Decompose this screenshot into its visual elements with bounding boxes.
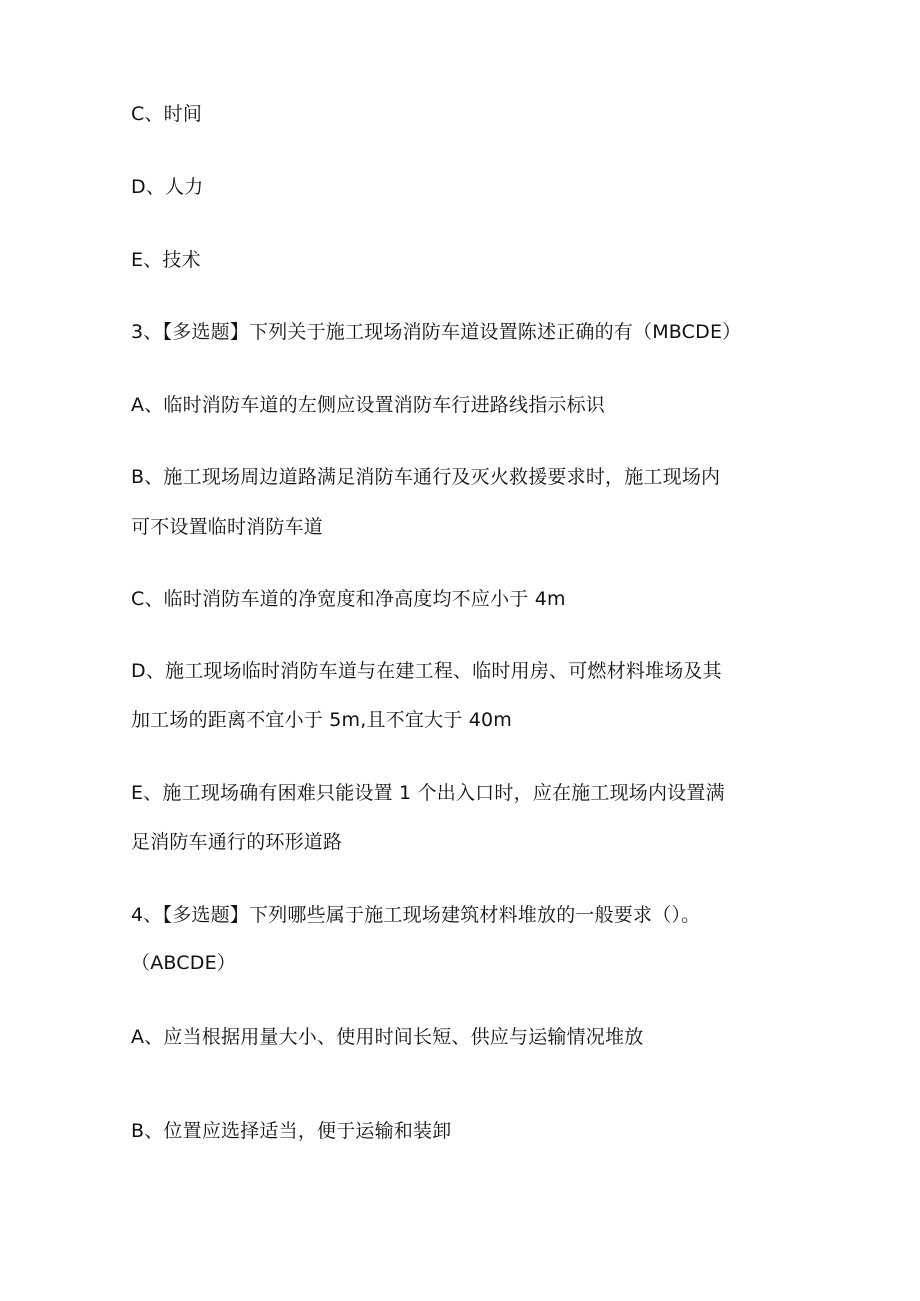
q3-question: 3、【多选题】下列关于施工现场消防车道设置陈述正确的有（MBCDE） <box>131 321 742 343</box>
q4-question-line1: 4、【多选题】下列哪些属于施工现场建筑材料堆放的一般要求（）。 <box>131 904 701 926</box>
q3-option-e-line1: E、施工现场确有困难只能设置 1 个出入口时，应在施工现场内设置满 <box>131 782 725 804</box>
q2-option-e: E、技术 <box>131 249 201 271</box>
q3-option-a: A、临时消防车道的左侧应设置消防车行进路线指示标识 <box>131 394 605 416</box>
q3-option-b-line2: 可不设置临时消防车道 <box>131 516 324 538</box>
q3-option-b-line1: B、施工现场周边道路满足消防车通行及灭火救援要求时，施工现场内 <box>131 466 721 488</box>
q2-option-d: D、人力 <box>131 176 204 198</box>
q3-option-e-line2: 足消防车通行的环形道路 <box>131 831 343 853</box>
q3-option-d-line1: D、施工现场临时消防车道与在建工程、临时用房、可燃材料堆场及其 <box>131 660 722 682</box>
q4-option-b: B、位置应选择适当，便于运输和装卸 <box>131 1120 452 1142</box>
q2-option-c: C、时间 <box>131 103 203 125</box>
q3-option-c: C、临时消防车道的净宽度和净高度均不应小于 4m <box>131 588 566 610</box>
q3-option-d-line2: 加工场的距离不宜小于 5m,且不宜大于 40m <box>131 709 513 731</box>
q4-question-answer: （ABCDE） <box>131 952 237 974</box>
q4-option-a: A、应当根据用量大小、使用时间长短、供应与运输情况堆放 <box>131 1026 644 1048</box>
